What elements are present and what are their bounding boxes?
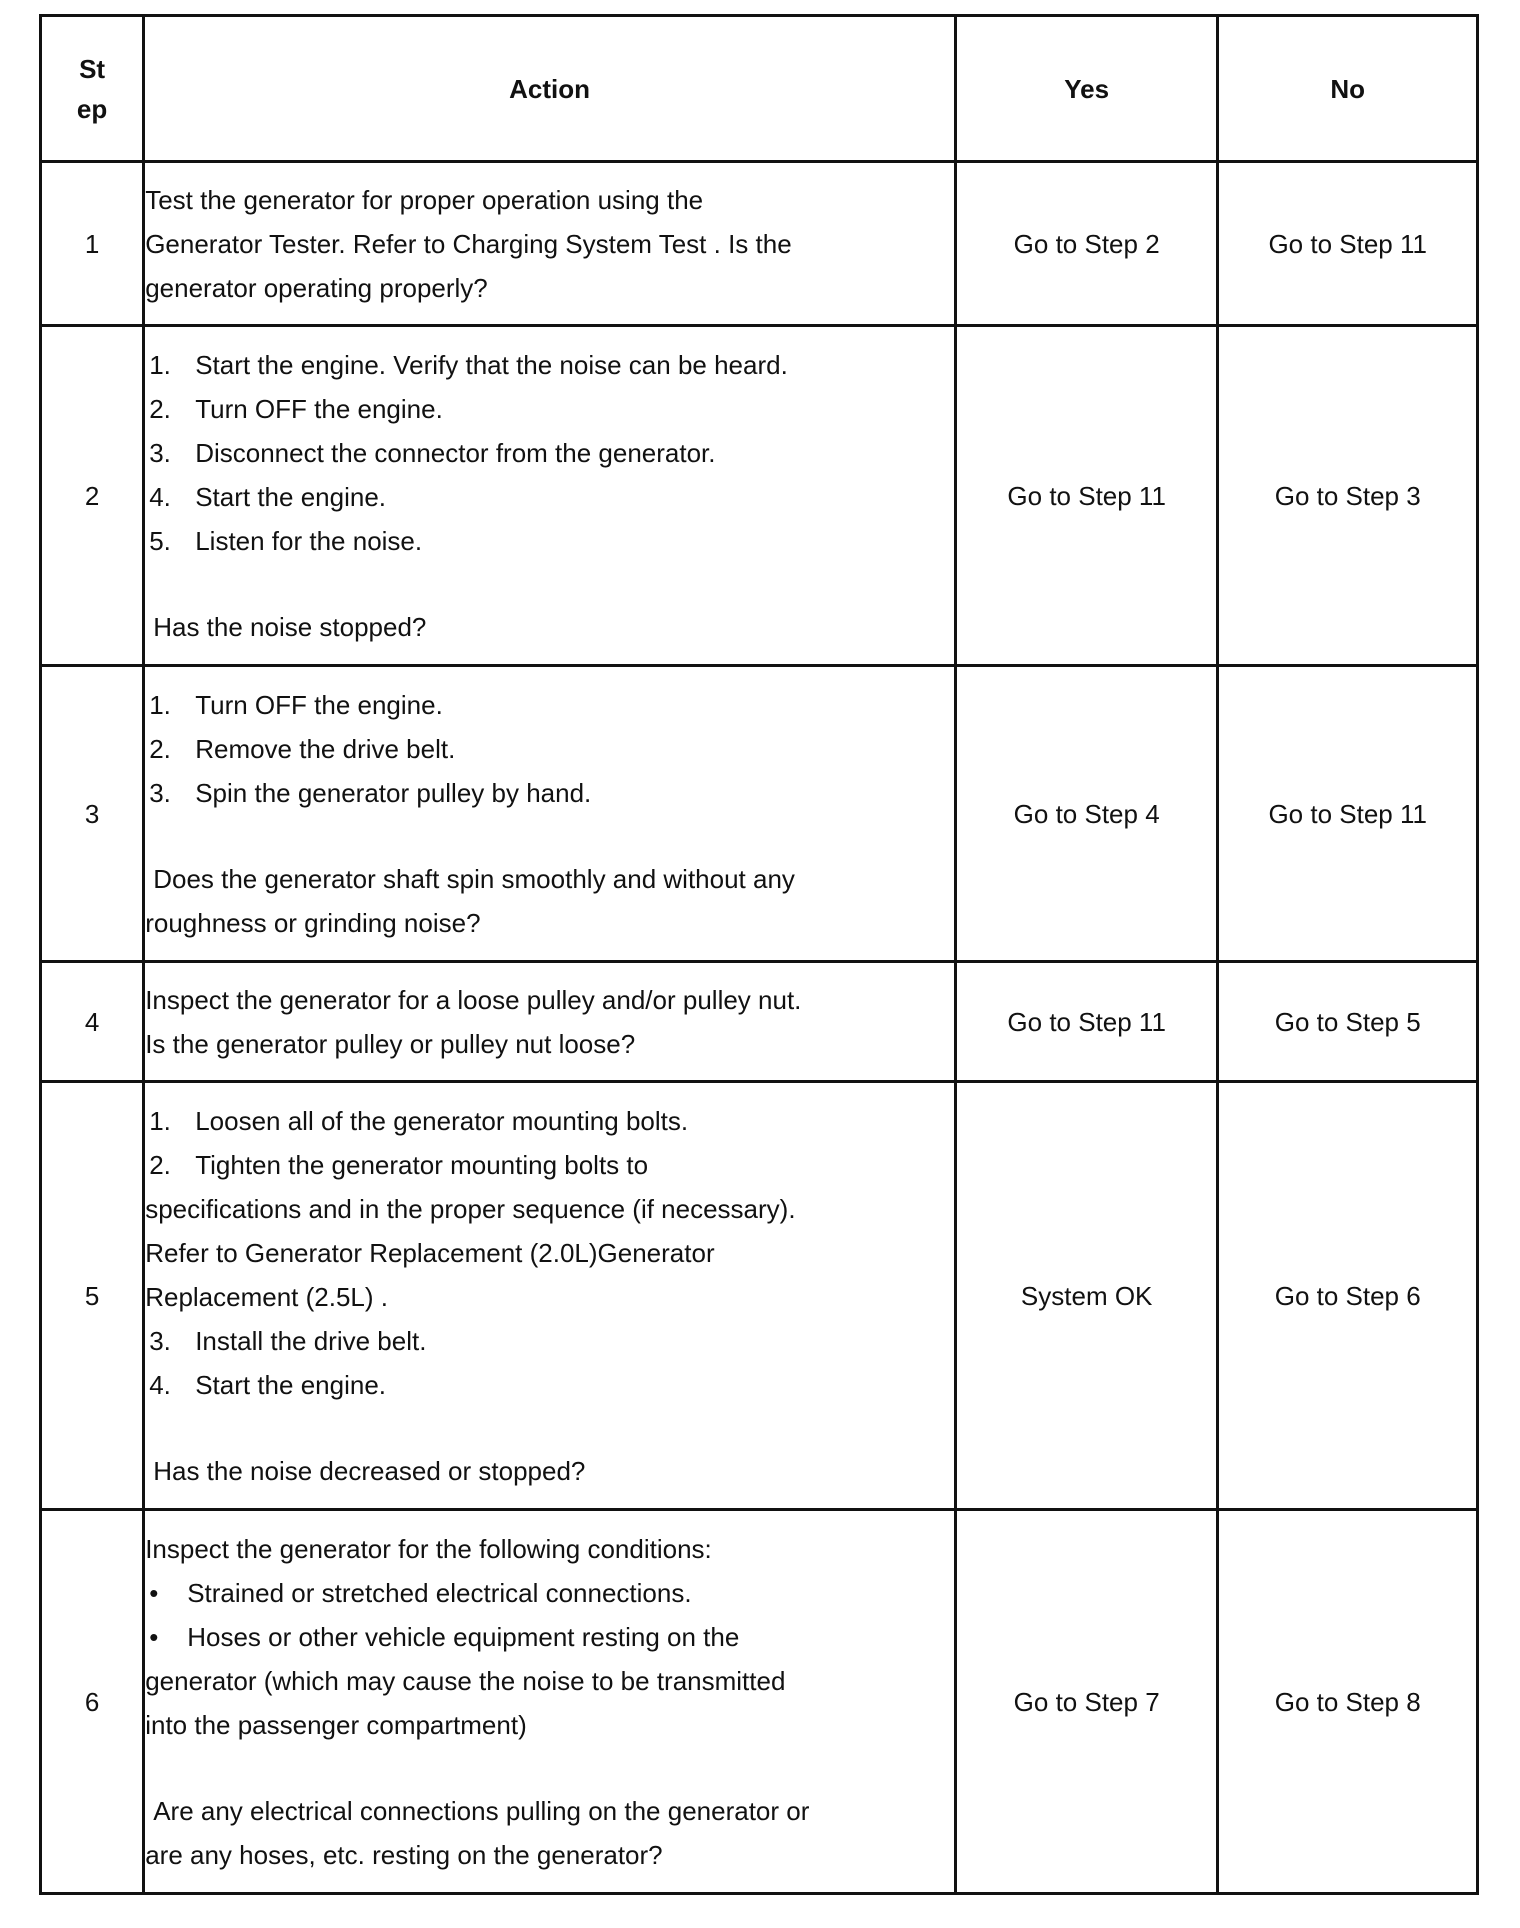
list-item <box>145 431 954 475</box>
step-number: 4 <box>41 962 144 1082</box>
action-text: generator (which may cause the noise to be transmitted <box>145 1665 786 1696</box>
list-item <box>145 343 954 387</box>
list-item <box>145 475 954 519</box>
header-no: No <box>1218 16 1478 162</box>
table-row <box>41 962 1478 1082</box>
list-item <box>145 727 954 771</box>
no-cell: Go to Step 3 <box>1218 326 1478 666</box>
item-number: 1. <box>149 349 171 380</box>
no-cell: Go to Step 11 <box>1218 666 1478 962</box>
step-number: 1 <box>41 162 144 326</box>
yes-cell: Go to Step 11 <box>955 962 1218 1082</box>
question-text: are any hoses, etc. resting on the generator? <box>145 1839 663 1870</box>
header-yes: Yes <box>955 16 1218 162</box>
action-text: Replacement (2.5L) . <box>145 1281 388 1312</box>
item-text: Turn OFF the engine. <box>195 393 443 424</box>
action-text: Test the generator for proper operation using the <box>145 184 704 215</box>
list-item <box>145 1363 954 1407</box>
table-row <box>41 326 1478 666</box>
item-text: Start the engine. <box>195 1369 387 1400</box>
header-step <box>41 16 144 162</box>
item-text: Hoses or other vehicle equipment resting on the <box>187 1621 740 1652</box>
bullet-item <box>145 1571 954 1615</box>
item-number: 3. <box>149 777 171 808</box>
header-step-line2: ep <box>76 93 108 124</box>
question-text: Are any electrical connections pulling on the generator or <box>153 1795 810 1826</box>
header-row <box>41 16 1478 162</box>
action-cell <box>144 666 956 962</box>
question-text: Does the generator shaft spin smoothly and without any <box>153 863 795 894</box>
action-text: generator operating properly? <box>145 272 488 303</box>
step-number: 5 <box>41 1082 144 1510</box>
action-text: Generator Tester. Refer to Charging System Test . Is the <box>145 228 792 259</box>
no-cell: Go to Step 11 <box>1218 162 1478 326</box>
list-item <box>145 1319 954 1363</box>
item-number: 4. <box>149 1369 171 1400</box>
action-cell <box>144 326 956 666</box>
no-cell: Go to Step 8 <box>1218 1510 1478 1894</box>
list-item <box>145 683 954 727</box>
item-text: Loosen all of the generator mounting bolts. <box>195 1105 689 1136</box>
step-number: 3 <box>41 666 144 962</box>
action-text: into the passenger compartment) <box>145 1709 527 1740</box>
item-text: Listen for the noise. <box>195 525 423 556</box>
no-cell: Go to Step 6 <box>1218 1082 1478 1510</box>
item-text: Install the drive belt. <box>195 1325 427 1356</box>
question-text: roughness or grinding noise? <box>145 907 481 938</box>
bullet-icon: • <box>149 1577 159 1608</box>
table-row <box>41 1082 1478 1510</box>
action-cell <box>144 962 956 1082</box>
table-row <box>41 1510 1478 1894</box>
item-text: Tighten the generator mounting bolts to <box>195 1149 649 1180</box>
item-text: Disconnect the connector from the generator. <box>195 437 716 468</box>
item-number: 3. <box>149 437 171 468</box>
action-text: Is the generator pulley or pulley nut loose? <box>145 1028 636 1059</box>
item-number: 1. <box>149 1105 171 1136</box>
no-cell: Go to Step 5 <box>1218 962 1478 1082</box>
yes-cell: System OK <box>955 1082 1218 1510</box>
action-cell <box>144 1510 956 1894</box>
bullet-item <box>145 1615 954 1659</box>
table-row <box>41 666 1478 962</box>
list-item <box>145 771 954 815</box>
diagnostic-table <box>39 14 1479 1895</box>
action-cell <box>144 162 956 326</box>
list-item <box>145 1143 954 1187</box>
table-row <box>41 162 1478 326</box>
item-text: Start the engine. <box>195 481 387 512</box>
question-text: Has the noise stopped? <box>153 611 427 642</box>
yes-cell: Go to Step 7 <box>955 1510 1218 1894</box>
item-text: Spin the generator pulley by hand. <box>195 777 592 808</box>
step-number: 2 <box>41 326 144 666</box>
item-number: 2. <box>149 733 171 764</box>
item-number: 3. <box>149 1325 171 1356</box>
item-number: 2. <box>149 393 171 424</box>
step-number: 6 <box>41 1510 144 1894</box>
action-text: Inspect the generator for the following conditions: <box>145 1533 712 1564</box>
item-number: 4. <box>149 481 171 512</box>
list-item <box>145 519 954 563</box>
header-step-line1: St <box>79 53 106 84</box>
action-text: Inspect the generator for a loose pulley and/or pulley nut. <box>145 984 802 1015</box>
header-action: Action <box>144 16 956 162</box>
item-text: Start the engine. Verify that the noise can be heard. <box>195 349 788 380</box>
bullet-icon: • <box>149 1621 159 1652</box>
question-text: Has the noise decreased or stopped? <box>153 1455 586 1486</box>
item-number: 1. <box>149 689 171 720</box>
action-cell <box>144 1082 956 1510</box>
list-item <box>145 387 954 431</box>
item-text: Remove the drive belt. <box>195 733 456 764</box>
list-item <box>145 1099 954 1143</box>
item-text: Turn OFF the engine. <box>195 689 443 720</box>
item-text: Strained or stretched electrical connections. <box>187 1577 692 1608</box>
item-number: 2. <box>149 1149 171 1180</box>
yes-cell: Go to Step 2 <box>955 162 1218 326</box>
action-text: Refer to Generator Replacement (2.0L)Generator <box>145 1237 715 1268</box>
item-number: 5. <box>149 525 171 556</box>
yes-cell: Go to Step 11 <box>955 326 1218 666</box>
action-text: specifications and in the proper sequence (if necessary). <box>145 1193 796 1224</box>
yes-cell: Go to Step 4 <box>955 666 1218 962</box>
